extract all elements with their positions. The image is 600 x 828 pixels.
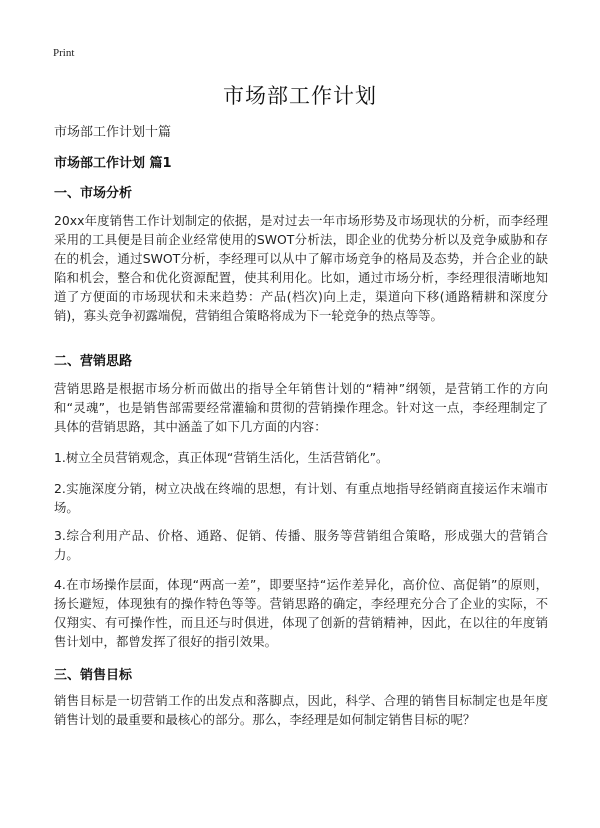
- print-label: Print: [53, 47, 75, 59]
- list-item-3: 3.综合利用产品、价格、通路、促销、传播、服务等营销组合策略，形成强大的营销合力。: [54, 528, 548, 562]
- section-heading-sales-target: 三、销售目标: [54, 668, 133, 683]
- paragraph-marketing-intro: 营销思路是根据市场分析而做出的指导全年销售计划的“精神”纲领，是营销工作的方向和“灵魂”，也是销售部需要经常灌输和贯彻的营销操作理念。针对这一点，李经理制定了具体的营销思路，其中涵盖了如下几方面的内容：: [54, 381, 548, 434]
- list-item-2: 2.实施深度分销，树立决战在终端的思想，有计划、有重点地指导经销商直接运作末端市场。: [54, 481, 548, 515]
- section-heading-marketing-ideas: 二、营销思路: [54, 354, 133, 369]
- document-subtitle: 市场部工作计划十篇: [54, 125, 172, 140]
- chapter-heading: 市场部工作计划 篇1: [54, 156, 172, 171]
- list-item-1: 1.树立全员营销观念，真正体现“营销生活化，生活营销化”。: [54, 450, 389, 465]
- section-heading-market-analysis: 一、市场分析: [54, 186, 133, 201]
- list-item-4: 4.在市场操作层面，体现“两高一差”，即要坚持“运作差异化，高价位、高促销”的原则，扬长避短，体现独有的操作特色等等。营销思路的确定，李经理充分合了企业的实际，不仅翔实、有可操作性，而且还与时俱进，体现了创新的营销精神，因此，在以往的年度销售计划中，都曾发挥了很好的指引效果。: [54, 577, 548, 649]
- paragraph-market-analysis: 20xx年度销售工作计划制定的依据，是对过去一年市场形势及市场现状的分析，而李经理采用的工具便是目前企业经常使用的SWOT分析法，即企业的优势分析以及竞争威胁和存在的机会，通过SWOT分析，李经理可以从中了解市场竞争的格局及态势，并合企业的缺陷和机会，整合和优化资源配置，使其利用化。比如，通过市场分析，李经理很清晰地知道了方便面的市场现状和未来趋势：产品(档次)向上走，渠道向下移(通路精耕和深度分销)，寡头竞争初露端倪，营销组合策略将成为下一轮竞争的热点等等。: [54, 213, 548, 323]
- paragraph-sales-target: 销售目标是一切营销工作的出发点和落脚点，因此，科学、合理的销售目标制定也是年度销售计划的最重要和最核心的部分。那么，李经理是如何制定销售目标的呢？: [54, 693, 548, 727]
- page-title: 市场部工作计划: [223, 84, 377, 108]
